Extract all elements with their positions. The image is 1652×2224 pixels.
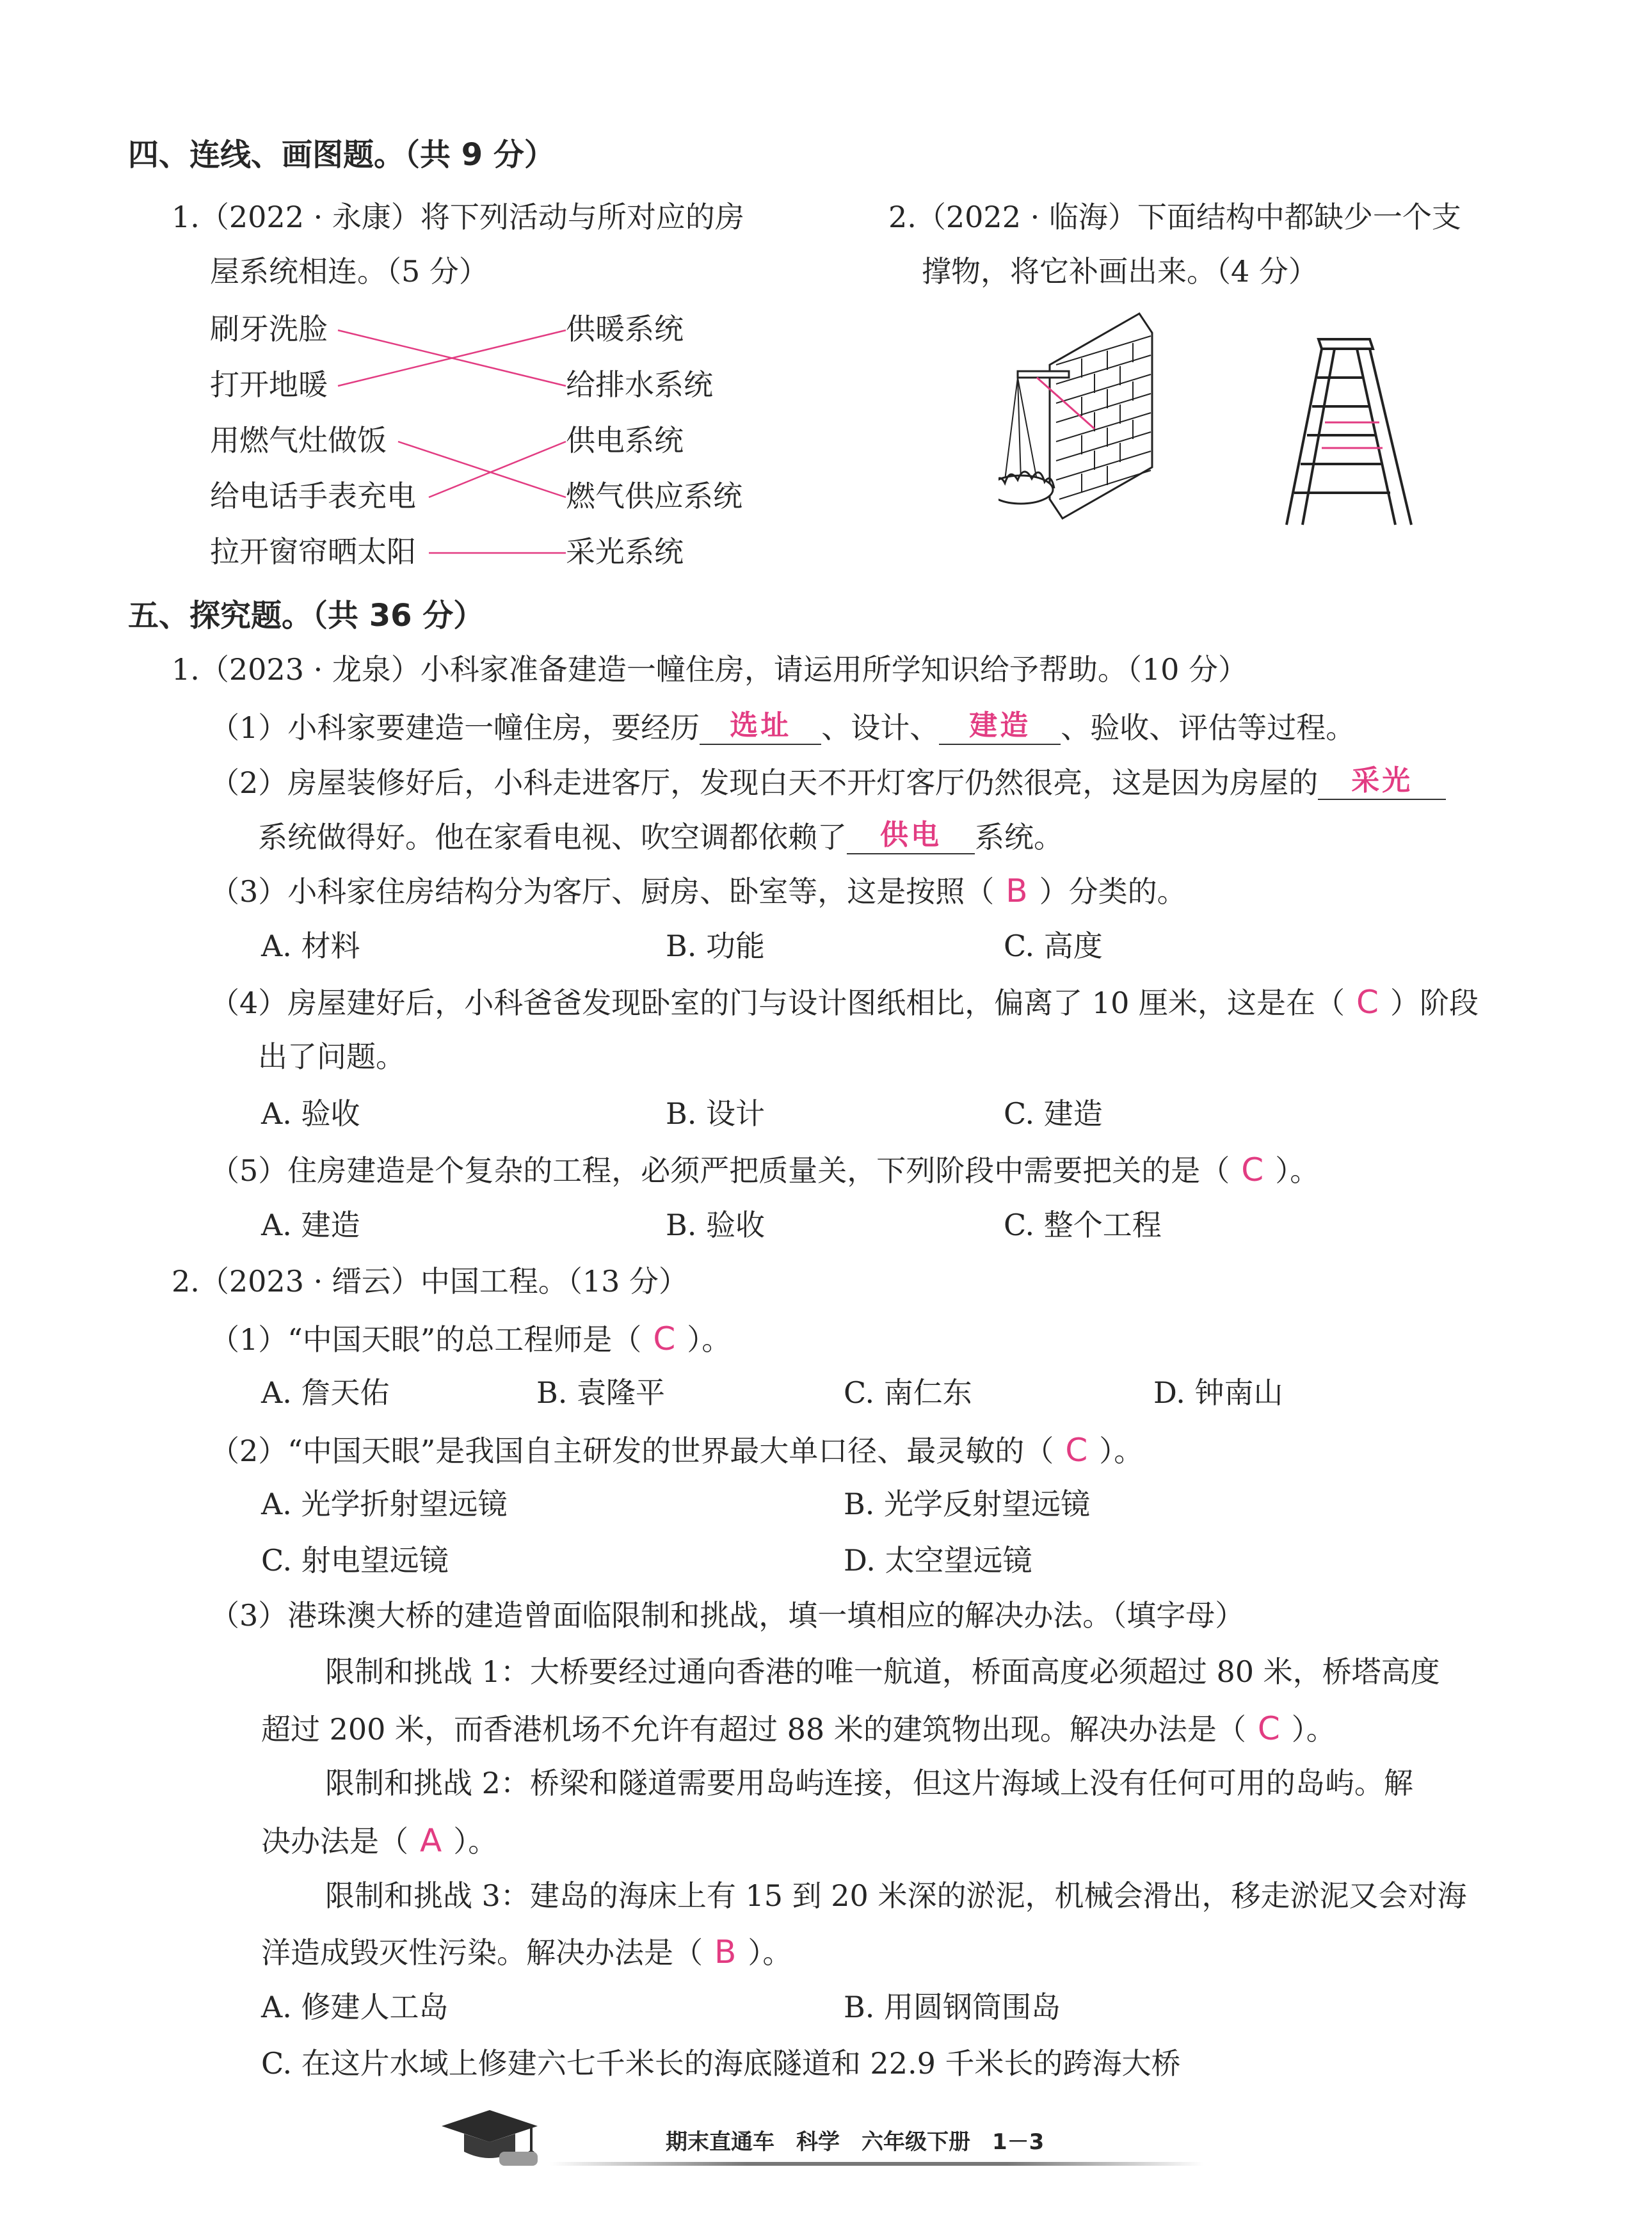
- answer-blank-1: 选址: [730, 709, 792, 742]
- q5-1-p2-line2-text: 系统做得好。他在家看电视、吹空调都依赖了: [258, 820, 847, 855]
- section-4-heading: 四、连线、画图题。（共 9 分）: [128, 137, 555, 173]
- section-5-heading: 五、探究题。（共 36 分）: [128, 598, 485, 634]
- q5-1-p4: （4）房屋建好后，小科爸爸发现卧室的门与设计图纸相比，偏离了 10 厘米，这是在（ C ）阶段: [210, 984, 1479, 1021]
- q5-2-p1: （1）“中国天眼”的总工程师是（ C ）。: [210, 1320, 732, 1357]
- match-right-5: 采光系统: [566, 534, 684, 569]
- wall-plant-illustration: [998, 307, 1191, 538]
- option: A. 验收: [261, 1096, 360, 1131]
- answer-choice: B: [714, 1933, 737, 1971]
- q4-1-line2: 屋系统相连。（5 分）: [210, 254, 488, 289]
- option: B. 功能: [666, 929, 766, 963]
- footer-text: 期末直通车 科学 六年级下册 1－3: [666, 2129, 1045, 2155]
- option: B. 验收: [666, 1208, 766, 1242]
- q5-1-p2-line2-post: 系统。: [975, 820, 1063, 855]
- challenge-2-line1: 限制和挑战 2：桥梁和隧道需要用岛屿连接，但这片海域上没有任何可用的岛屿。解: [325, 1766, 1413, 1800]
- option: B. 设计: [666, 1096, 766, 1131]
- challenge-2-line2: 决办法是（ A ）。: [261, 1822, 498, 1859]
- q5-1-p2-line1: [210, 763, 1446, 800]
- q5-1-p2-text: （2）房屋装修好后，小科走进客厅，发现白天不开灯客厅仍然很亮，这是因为房屋的: [210, 765, 1319, 801]
- q4-2-line1: 2.（2022 · 临海）下面结构中都缺少一个支: [888, 200, 1461, 234]
- match-left-1: 刷牙洗脸: [210, 312, 328, 346]
- match-right-1: 供暖系统: [566, 312, 684, 346]
- match-left-4: 给电话手表充电: [210, 479, 416, 513]
- q5-1-p1-text: （1）小科家要建造一幢住房，要经历: [210, 710, 700, 746]
- option: B. 用圆钢筒围岛: [844, 1990, 1061, 2024]
- q5-2-p2: （2）“中国天眼”是我国自主研发的世界最大单口径、最灵敏的（ C ）。: [210, 1432, 1144, 1469]
- challenge-1-line2: 超过 200 米，而香港机场不允许有超过 88 米的建筑物出现。解决办法是（ C ）。: [261, 1710, 1336, 1747]
- challenge-1-line1: 限制和挑战 1：大桥要经过通向香港的唯一航道，桥面高度必须超过 80 米，桥塔高度: [325, 1654, 1440, 1689]
- option: D. 钟南山: [1153, 1375, 1283, 1410]
- q5-1-title: 1.（2023 · 龙泉）小科家准备建造一幢住房，请运用所学知识给予帮助。（10 分）: [172, 652, 1247, 687]
- q5-1-p3: （3）小科家住房结构分为客厅、厨房、卧室等，这是按照（ B ）分类的。: [210, 872, 1187, 909]
- match-right-2: 给排水系统: [566, 367, 713, 402]
- option: C. 在这片水域上修建六七千米长的海底隧道和 22.9 千米长的跨海大桥: [261, 2046, 1181, 2081]
- footer-rule: [550, 2162, 1203, 2166]
- answer-choice: C: [1065, 1432, 1088, 1469]
- q5-1-p1-post: 、验收、评估等过程。: [1061, 710, 1356, 746]
- q5-2-p3-intro: （3）港珠澳大桥的建造曾面临限制和挑战，填一填相应的解决办法。（填字母）: [210, 1598, 1245, 1633]
- match-right-3: 供电系统: [566, 423, 684, 458]
- option: A. 建造: [261, 1208, 360, 1242]
- q5-1-p4-line2: 出了问题。: [258, 1039, 405, 1074]
- answer-choice: C: [1257, 1710, 1280, 1747]
- answer-choice: B: [1006, 872, 1028, 909]
- q5-1-p5: （5）住房建造是个复杂的工程，必须严把质量关，下列阶段中需要把关的是（ C ）。: [210, 1151, 1320, 1188]
- option: B. 光学反射望远镜: [844, 1487, 1091, 1521]
- answer-blank-4: 供电: [880, 819, 942, 851]
- matching-lines: [0, 0, 768, 576]
- match-line-4: [429, 442, 566, 497]
- q5-1-p1: [210, 708, 1355, 745]
- option: A. 詹天佑: [261, 1375, 390, 1410]
- option: C. 射电望远镜: [261, 1543, 449, 1578]
- option: D. 太空望远镜: [844, 1543, 1032, 1578]
- q5-1-p2-line2: [258, 817, 1063, 854]
- q4-1-line1: 1.（2022 · 永康）将下列活动与所对应的房: [172, 200, 744, 234]
- q4-2-line2: 撑物，将它补画出来。（4 分）: [922, 254, 1318, 289]
- answer-blank-3: 采光: [1351, 764, 1413, 797]
- option: C. 高度: [1004, 929, 1103, 963]
- q5-2-title: 2.（2023 · 缙云）中国工程。（13 分）: [172, 1264, 688, 1299]
- answer-choice: A: [420, 1822, 442, 1859]
- option: B. 袁隆平: [536, 1375, 666, 1410]
- option: A. 材料: [261, 929, 360, 963]
- match-left-5: 拉开窗帘晒太阳: [210, 534, 416, 569]
- answer-choice: C: [1356, 984, 1379, 1021]
- answer-blank-2: 建造: [969, 709, 1031, 742]
- option: A. 光学折射望远镜: [261, 1487, 508, 1521]
- match-line-3: [398, 442, 566, 497]
- option: A. 修建人工岛: [261, 1990, 449, 2024]
- option: C. 建造: [1004, 1096, 1103, 1131]
- challenge-3-line2: 洋造成毁灭性污染。解决办法是（ B ）。: [261, 1933, 792, 1971]
- challenge-3-line1: 限制和挑战 3：建岛的海床上有 15 到 20 米深的淤泥，机械会滑出，移走淤泥又会对海: [325, 1878, 1467, 1913]
- match-right-4: 燃气供应系统: [566, 479, 742, 513]
- ladder-illustration: [1274, 333, 1440, 538]
- answer-choice: C: [653, 1320, 676, 1357]
- q5-1-p1-mid: 、设计、: [821, 710, 940, 746]
- option: C. 整个工程: [1004, 1208, 1162, 1242]
- match-left-3: 用燃气灶做饭: [210, 423, 387, 458]
- graduation-cap-icon: [435, 2100, 544, 2171]
- option: C. 南仁东: [844, 1375, 972, 1410]
- match-left-2: 打开地暖: [210, 367, 328, 402]
- answer-choice: C: [1241, 1151, 1264, 1188]
